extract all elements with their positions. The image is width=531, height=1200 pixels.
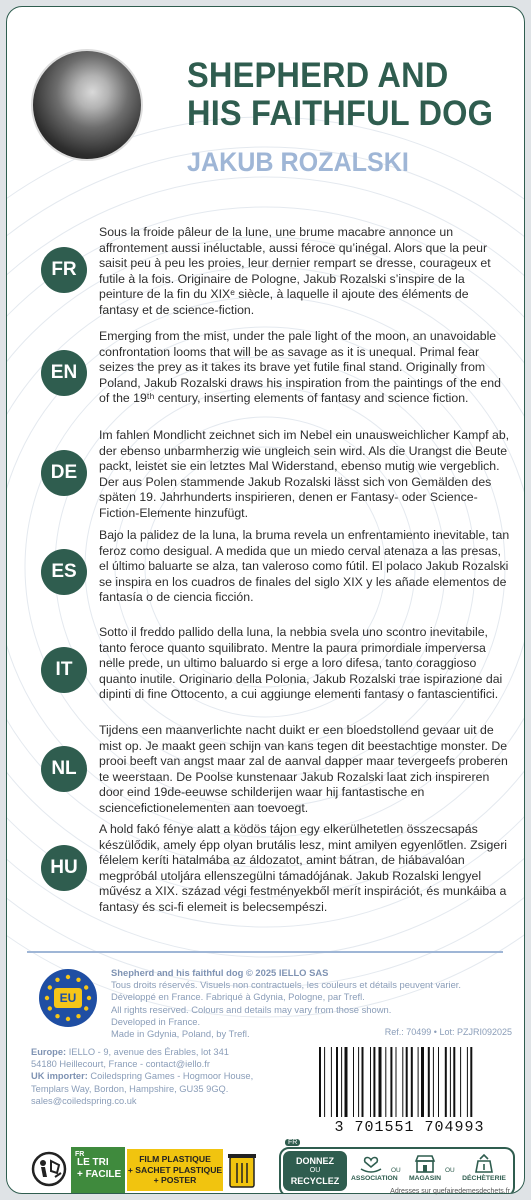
author-name: JAKUB ROZALSKI	[187, 147, 409, 177]
tri-label-2: + FACILE	[77, 1169, 122, 1180]
legal-line-en-2: Developed in France.	[111, 1015, 201, 1027]
donnez-fr-label: FR	[285, 1139, 300, 1146]
lang-text-fr: Sous la froide pâleur de la lune, une brume macabre annonce un affrontement aussi inéluctable, aussi féroce qu’inégal. Alors que la peur saisit peu à peu les proies, leur dernier rempart se dresse, courageux et futile à la fois. Originaire de Pologne, Jakub Rozalski s’inspire de la peinture de la fin du XIXᵉ siècle, à laquelle il ajoute des éléments de fantasy et de science-fiction.	[99, 225, 491, 317]
uk-address-line2: Templars Way, Bordon, Hampshire, GU35 9GQ.	[31, 1083, 229, 1094]
recycling-addresses-note: Adresses sur quefairedemesdechets.fr	[390, 1188, 510, 1195]
lang-text-it: Sotto il freddo pallido della luna, la nebbia svela uno scontro inevitabile, tanto feroce quanto squilibrato. Mentre la paura primordiale imperversa nelle prede, un ultimo baluardo si erge a loro difesa, tanto coraggioso quanto inutile. Originario della Polonia, Jakub Rozalski trae ispirazione dai dipinti di fine Ottocento, a cui aggiunge elementi fantasy o fantascientifici.	[99, 625, 503, 702]
option-decheterie-label: DÉCHÈTERIE	[462, 1175, 506, 1182]
lang-badge-es: ES	[41, 549, 87, 595]
option-decheterie	[459, 1153, 509, 1191]
donnez-label-3: RECYCLEZ	[290, 1176, 340, 1186]
ou-separator-2: OU	[445, 1167, 455, 1174]
publisher-address	[31, 1046, 291, 1107]
barcode-digits: 3 701551 704993	[334, 1119, 485, 1136]
tri-items-box	[127, 1149, 223, 1191]
lang-badge-hu: HU	[41, 845, 87, 891]
lang-badge-nl: NL	[41, 746, 87, 792]
triman-logo-icon	[31, 1151, 67, 1187]
lang-badge-fr: FR	[41, 247, 87, 293]
europe-address-line2: 54180 Heillecourt, France - contact@iello.fr	[31, 1059, 210, 1070]
ou-separator-1: OU	[391, 1167, 401, 1174]
donnez-recyclez-info	[279, 1139, 515, 1194]
title-line-1: SHEPHERD AND	[187, 56, 449, 95]
legal-line-en-3: Made in Gdynia, Poland, by Trefl.	[111, 1028, 250, 1040]
barcode	[307, 1043, 512, 1143]
tri-item-film: FILM PLASTIQUE	[139, 1154, 211, 1165]
lang-badge-it: IT	[41, 647, 87, 693]
product-card	[6, 6, 525, 1194]
donnez-label-2: OU	[309, 1167, 321, 1174]
store-icon	[413, 1153, 437, 1175]
artist-portrait	[31, 49, 143, 161]
tri-item-sachet: + SACHET PLASTIQUE	[127, 1164, 223, 1175]
option-association-label: ASSOCIATION	[351, 1175, 398, 1182]
legal-line-en-1: All rights reserved. Colours and details may vary from those shown.	[111, 1003, 392, 1015]
donnez-box	[283, 1151, 347, 1191]
eu-label: EU	[54, 988, 82, 1008]
europe-label: Europe:	[31, 1047, 67, 1057]
tri-facile-box	[71, 1147, 125, 1193]
option-magasin	[405, 1153, 445, 1191]
lang-text-de: Im fahlen Mondlicht zeichnet sich im Nebel ein unausweichlicher Kampf ab, der ebenso unbarmherzig wie ungleich sein wird. Als die Urangst die Beute packt, leistet sie ein letztes Mal Widerstand, ebenso mutig wie vergeblich. Der aus Polen stammende Jakub Rozalski lässt sich von Gemälden des späten 19. Jahrhunderts inspirieren, denen er Fantasy- oder Science-Fiction-Elemente hinzufügt.	[99, 428, 510, 520]
barcode-bars	[319, 1047, 499, 1117]
product-title	[187, 57, 494, 133]
tri-label-1: LE TRI	[77, 1157, 109, 1168]
legal-line-fr-1: Tous droits réservés. Visuels non contractuels, les couleurs et détails peuvent varier.	[111, 979, 462, 991]
lang-badge-en: EN	[41, 350, 87, 396]
lang-badge-de: DE	[41, 450, 87, 496]
recycling-center-icon	[472, 1153, 496, 1175]
lang-text-en: Emerging from the mist, under the pale light of the moon, an unavoidable confrontation looms that will be as savage as it is unequal. Primal fear seizes the prey as it takes its brave yet futile final stand. Originally from Poland, Jakub Rozalski draws his inspiration from the paintings of the end of the 19ᵗʰ century, inserting elements of fantasy and science fiction.	[99, 329, 501, 406]
lang-text-nl: Tijdens een maanverlichte nacht duikt er een bloedstollend gevaar uit de mist op. Je maakt geen schijn van kans tegen dit beestachtige monster. De prooi beeft van angst maar zal de aanval dapper maar tevergeefs proberen te weerstaan. De Poolse kunstenaar Jakub Rozalski laat zich inspireren door eind 19de-eeuwse schilderijen waar hij fantastische en sciencefictionelementen aan toevoegt.	[99, 723, 508, 815]
title-line-2: HIS FAITHFUL DOG	[187, 94, 494, 133]
copyright-line: Shepherd and his faithful dog © 2025 IELLO SAS	[111, 967, 329, 978]
triman-recycling-info	[31, 1147, 263, 1193]
europe-address: IELLO - 9, avenue des Érables, lot 341	[66, 1047, 229, 1057]
lang-text-hu: A hold fakó fénye alatt a ködös tájon egy elkerülhetetlen összecsapás készülődik, amely épp olyan brutális lesz, mint amilyen egyenlőtlen. Zsigeri félelem keríti hatalmába az áldozatot, amint bátran, de hiábavalóan megpróbál utoljára ellenszegülni támadójának. Jakub Rozalski lengyel művész a XIX. század végi festményekből merít inspirációt, és munkáiba a fantasy és sci-fi elemeit is belecsempészi.	[99, 822, 508, 914]
option-magasin-label: MAGASIN	[408, 1175, 442, 1182]
tri-item-poster: + POSTER	[153, 1175, 197, 1186]
heart-hands-icon	[359, 1153, 383, 1175]
lang-text-es: Bajo la palidez de la luna, la bruma revela un enfrentamiento inevitable, tan feroz como desigual. A medida que un miedo cerval atenaza a las presas, el último baluarte se alza, tan valeroso como fútil. El polaco Jakub Rozalski se inspira en los cuadros de finales del siglo XIX y les añade elementos de fantasía o de ciencia ficción.	[99, 528, 510, 605]
tri-fr-label: FR	[75, 1151, 85, 1158]
uk-label: UK importer:	[31, 1071, 88, 1082]
uk-address: Coiledspring Games - Hogmoor House,	[87, 1071, 254, 1082]
section-divider	[27, 951, 503, 953]
legal-line-fr-2: Développé en France. Fabriqué à Gdynia, Pologne, par Trefl.	[111, 991, 365, 1003]
uk-email: sales@coiledspring.co.uk	[31, 1095, 137, 1106]
recycling-bin-icon	[227, 1151, 257, 1189]
reference-lot: Ref.: 70499 • Lot: PZJRI092025	[384, 1027, 512, 1037]
donnez-label-1: DONNEZ	[296, 1156, 334, 1166]
